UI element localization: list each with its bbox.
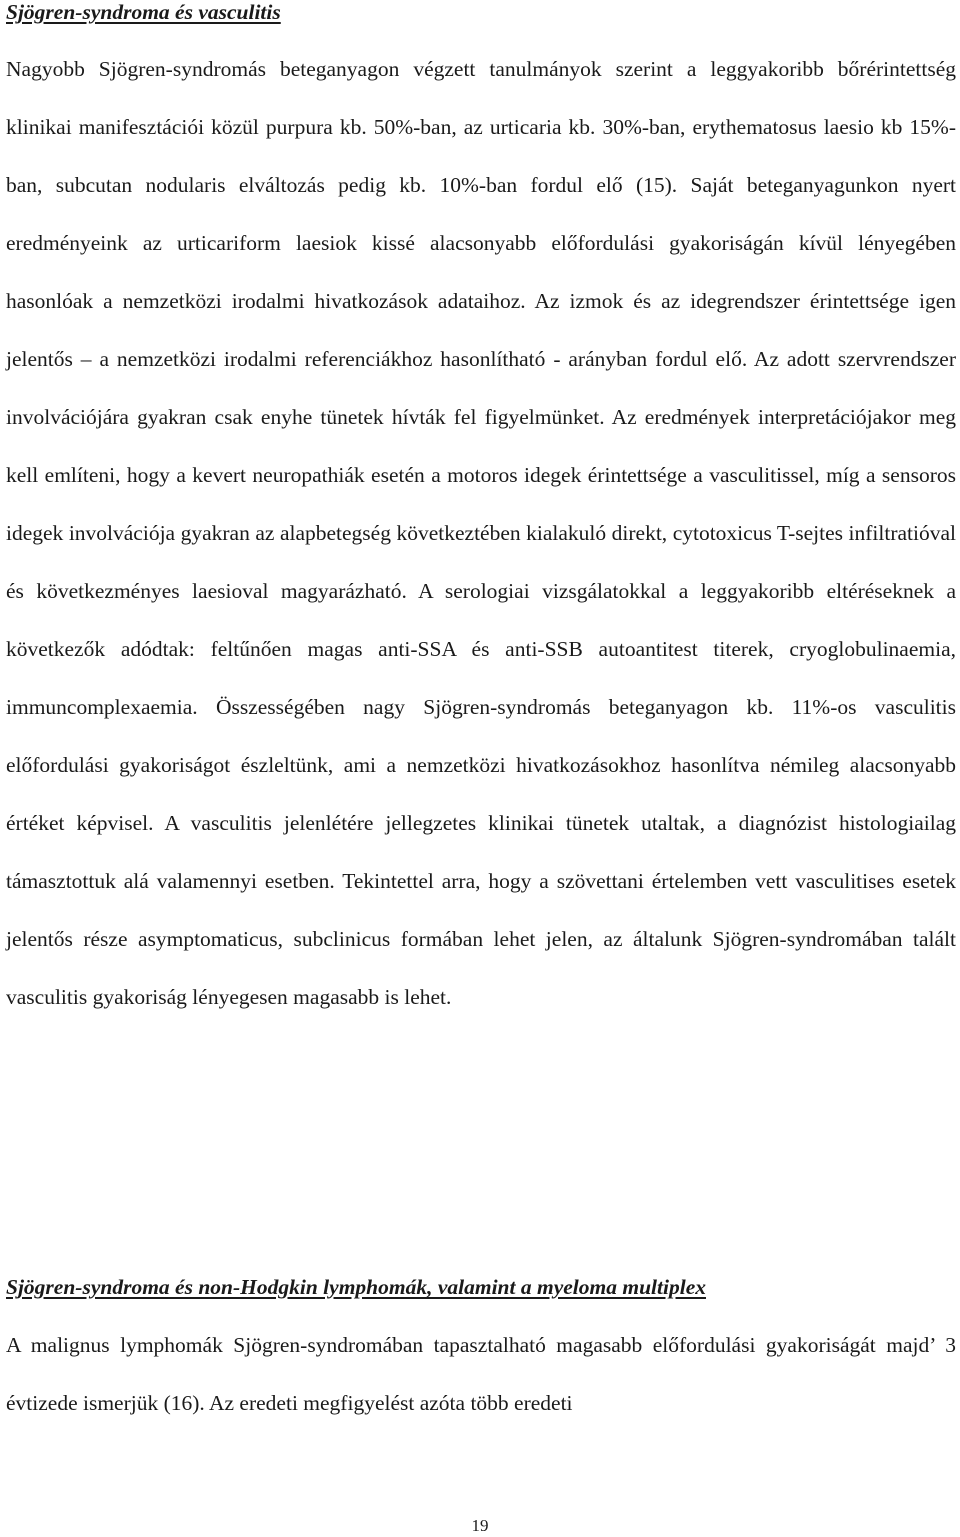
page-number: 19 <box>471 1516 489 1535</box>
section-heading-vasculitis: Sjögren-syndroma és vasculitis <box>6 0 281 24</box>
section-paragraph-lymphoma: A malignus lymphomák Sjögren-syndromában tapasztalható magasabb előfordulási gyakoriságát majd’ 3 évtizede ismerjük (16). Az eredeti megfigyelést azóta több eredeti <box>6 1333 956 1415</box>
section-heading-lymphoma: Sjögren-syndroma és non-Hodgkin lymphomák, valamint a myeloma multiplex <box>6 1275 706 1299</box>
section-paragraph-vasculitis: Nagyobb Sjögren-syndromás beteganyagon végzett tanulmányok szerint a leggyakoribb bőrérintettség klinikai manifesztációi közül purpura kb. 50%-ban, az urticaria kb. 30%-ban, erythematosus laesio kb 15%-ban, subcutan nodularis elváltozás pedig kb. 10%-ban fordul elő (15). Saját beteganyagunkon nyert eredményeink az urticariform laesiok kissé alacsonyabb előfordulási gyakoriságán kívül lényegében hasonlóak a nemzetközi irodalmi hivatkozások adataihoz. Az izmok és az idegrendszer érintettsége igen jelentős – a nemzetközi irodalmi referenciákhoz hasonlítható - arányban fordul elő. Az adott szervrendszer involvációjára gyakran csak enyhe tünetek hívták fel figyelmünket. Az eredmények interpretációjakor meg kell említeni, hogy a kevert neuropathiák esetén a motoros idegek érintettsége a vasculitissel, míg a sensoros idegek involvációja gyakran az alapbetegség következtében kialakuló direkt, cytotoxicus T-sejtes infiltratióval és következményes laesioval magyarázható. A serologiai vizsgálatokkal a leggyakoribb eltéréseknek a következők adódtak: feltűnően magas anti-SSA és anti-SSB autoantitest titerek, cryoglobulinaemia, immuncomplexaemia. Összességében nagy Sjögren-syndromás beteganyagon kb. 11%-os vasculitis előfordulási gyakoriságot észleltünk, ami a nemzetközi hivatkozásokhoz hasonlítva némileg alacsonyabb értéket képvisel. A vasculitis jelenlétére jellegzetes klinikai tünetek utaltak, a diagnózist histologiailag támasztottuk alá valamennyi esetben. Tekintettel arra, hogy a szövettani értelemben vett vasculitises esetek jelentős része asymptomaticus, subclinicus formában lehet jelen, az általunk Sjögren-syndromában talált vasculitis gyakoriság lényegesen magasabb is lehet. <box>6 57 956 1009</box>
